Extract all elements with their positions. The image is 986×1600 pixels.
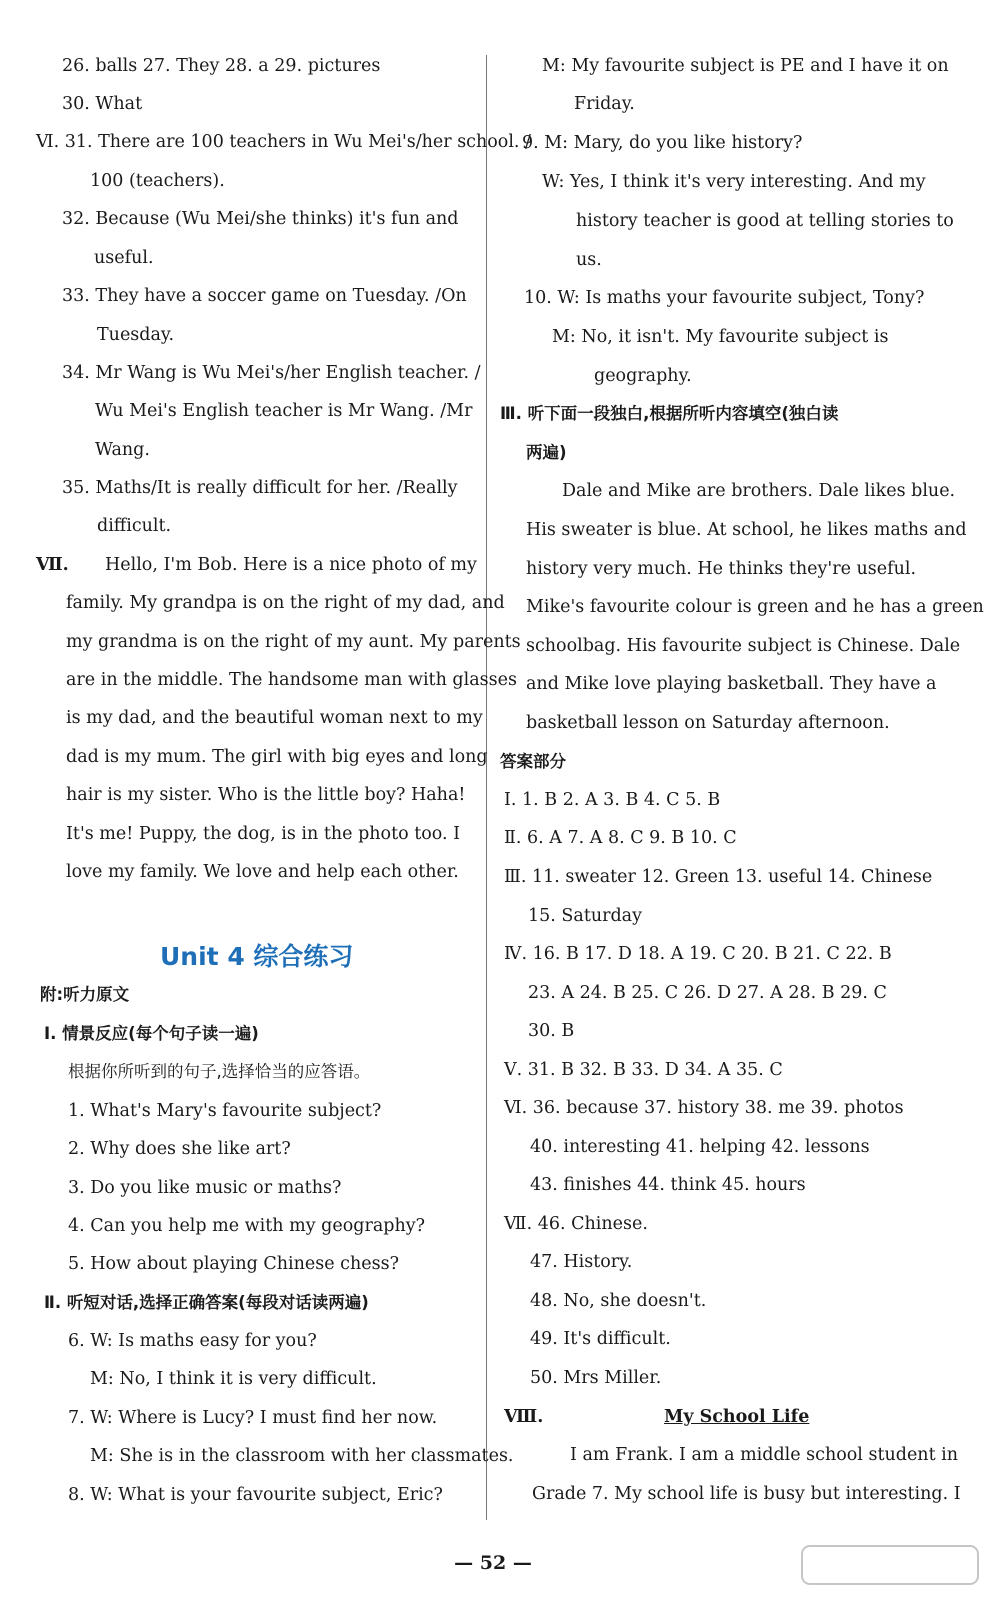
script-line: history teacher is good at telling stories to: [576, 211, 954, 231]
answer-line: 48. No, she doesn't.: [530, 1291, 707, 1311]
script-line: 5. How about playing Chinese chess?: [68, 1254, 399, 1274]
answer-line: 50. Mrs Miller.: [530, 1368, 662, 1388]
essay-line: Hello, I'm Bob. Here is a nice photo of my: [105, 555, 477, 575]
section-heading: Ⅱ. 听短对话,选择正确答案(每段对话读两遍): [44, 1293, 369, 1312]
answer-line: Ⅳ. 16. B 17. D 18. A 19. C 20. B 21. C 22. B: [504, 944, 892, 964]
essay-line: I am Frank. I am a middle school student in: [570, 1445, 959, 1465]
monologue-line: history very much. He thinks they're useful.: [526, 559, 917, 579]
essay-line: family. My grandpa is on the right of my dad, and: [66, 593, 505, 613]
answer-line: useful.: [94, 248, 154, 268]
answer-line: 49. It's difficult.: [530, 1329, 671, 1349]
instruction-text: 根据你所听到的句子,选择恰当的应答语。: [68, 1062, 371, 1081]
section-heading: 两遍): [526, 443, 567, 462]
answer-line: Ⅵ. 31. There are 100 teachers in Wu Mei's/her school. /: [36, 132, 531, 152]
script-line: us.: [576, 250, 602, 270]
essay-line: are in the middle. The handsome man with glasses: [66, 670, 517, 690]
answer-line: Ⅴ. 31. B 32. B 33. D 34. A 35. C: [504, 1060, 783, 1080]
essay-line: hair is my sister. Who is the little boy? Haha!: [66, 785, 466, 805]
answer-line: 30. What: [62, 94, 143, 114]
answer-line: 30. B: [528, 1021, 575, 1041]
answer-line: 43. finishes 44. think 45. hours: [530, 1175, 806, 1195]
answer-line: 23. A 24. B 25. C 26. D 27. A 28. B 29. C: [528, 983, 887, 1003]
script-line: M: No, I think it is very difficult.: [90, 1369, 377, 1389]
script-line: 10. W: Is maths your favourite subject, Tony?: [524, 288, 925, 308]
monologue-line: basketball lesson on Saturday afternoon.: [526, 713, 890, 733]
answer-line: 34. Mr Wang is Wu Mei's/her English teacher. /: [62, 363, 481, 383]
script-line: 1. What's Mary's favourite subject?: [68, 1101, 382, 1121]
answer-line: Ⅲ. 11. sweater 12. Green 13. useful 14. Chinese: [504, 867, 933, 887]
answer-line: Ⅰ. 1. B 2. A 3. B 4. C 5. B: [504, 790, 721, 810]
answer-line: 40. interesting 41. helping 42. lessons: [530, 1137, 870, 1157]
column-divider: [486, 55, 487, 1520]
script-line: 4. Can you help me with my geography?: [68, 1216, 425, 1236]
script-line: 8. W: What is your favourite subject, Eric?: [68, 1485, 443, 1505]
essay-line: love my family. We love and help each other.: [66, 862, 459, 882]
script-line: M: She is in the classroom with her classmates.: [90, 1446, 514, 1466]
monologue-line: His sweater is blue. At school, he likes maths and: [526, 520, 967, 540]
script-line: 2. Why does she like art?: [68, 1139, 291, 1159]
section-heading: Ⅰ. 情景反应(每个句子读一遍): [44, 1024, 259, 1043]
essay-line: is my dad, and the beautiful woman next to my: [66, 708, 483, 728]
essay-line: Grade 7. My school life is busy but interesting. I: [532, 1484, 961, 1504]
monologue-line: Mike's favourite colour is green and he has a green: [526, 597, 984, 617]
answer-line: 15. Saturday: [528, 906, 643, 926]
section-heading: Ⅲ. 听下面一段独白,根据所听内容填空(独白读: [500, 404, 839, 423]
essay-line: dad is my mum. The girl with big eyes and long: [66, 747, 488, 767]
answer-line: Ⅵ. 36. because 37. history 38. me 39. photos: [504, 1098, 904, 1118]
answer-line: 35. Maths/It is really difficult for her. /Really: [62, 478, 458, 498]
script-line: 6. W: Is maths easy for you?: [68, 1331, 317, 1351]
answer-line: 32. Because (Wu Mei/she thinks) it's fun and: [62, 209, 459, 229]
unit-title: Unit 4 综合练习: [160, 942, 354, 971]
script-line: 9. M: Mary, do you like history?: [522, 133, 803, 153]
section-heading: 答案部分: [500, 752, 566, 771]
monologue-line: and Mike love playing basketball. They have a: [526, 674, 937, 694]
answer-line: 47. History.: [530, 1252, 633, 1272]
section-heading: 附:听力原文: [40, 985, 130, 1004]
essay-line: my grandma is on the right of my aunt. My parents: [66, 632, 521, 652]
answer-line: 100 (teachers).: [90, 171, 225, 191]
script-line: M: My favourite subject is PE and I have it on: [542, 56, 949, 76]
answer-line: Wang.: [95, 440, 150, 460]
answer-line: Wu Mei's English teacher is Mr Wang. /Mr: [95, 401, 473, 421]
answer-line: Ⅶ. 46. Chinese.: [504, 1214, 648, 1234]
script-line: 7. W: Where is Lucy? I must find her now.: [68, 1408, 438, 1428]
script-line: Friday.: [574, 94, 635, 114]
answer-line: 26. balls 27. They 28. a 29. pictures: [62, 56, 381, 76]
answer-line: 33. They have a soccer game on Tuesday. /On: [62, 286, 467, 306]
section-numeral: Ⅷ.: [504, 1407, 544, 1427]
answer-line: Tuesday.: [97, 325, 175, 345]
page-number: — 52 —: [454, 1552, 532, 1574]
watermark-logo: [800, 1540, 980, 1599]
monologue-line: schoolbag. His favourite subject is Chinese. Dale: [526, 636, 961, 656]
essay-line: It's me! Puppy, the dog, is in the photo too. I: [66, 824, 461, 844]
script-line: geography.: [594, 366, 692, 386]
script-line: 3. Do you like music or maths?: [68, 1178, 342, 1198]
script-line: W: Yes, I think it's very interesting. And my: [542, 172, 926, 192]
script-line: M: No, it isn't. My favourite subject is: [552, 327, 889, 347]
answer-line: Ⅱ. 6. A 7. A 8. C 9. B 10. C: [504, 828, 737, 848]
essay-title: My School Life: [664, 1407, 810, 1427]
section-numeral: Ⅶ.: [36, 555, 69, 575]
monologue-line: Dale and Mike are brothers. Dale likes blue.: [562, 481, 956, 501]
answer-line: difficult.: [97, 516, 172, 536]
